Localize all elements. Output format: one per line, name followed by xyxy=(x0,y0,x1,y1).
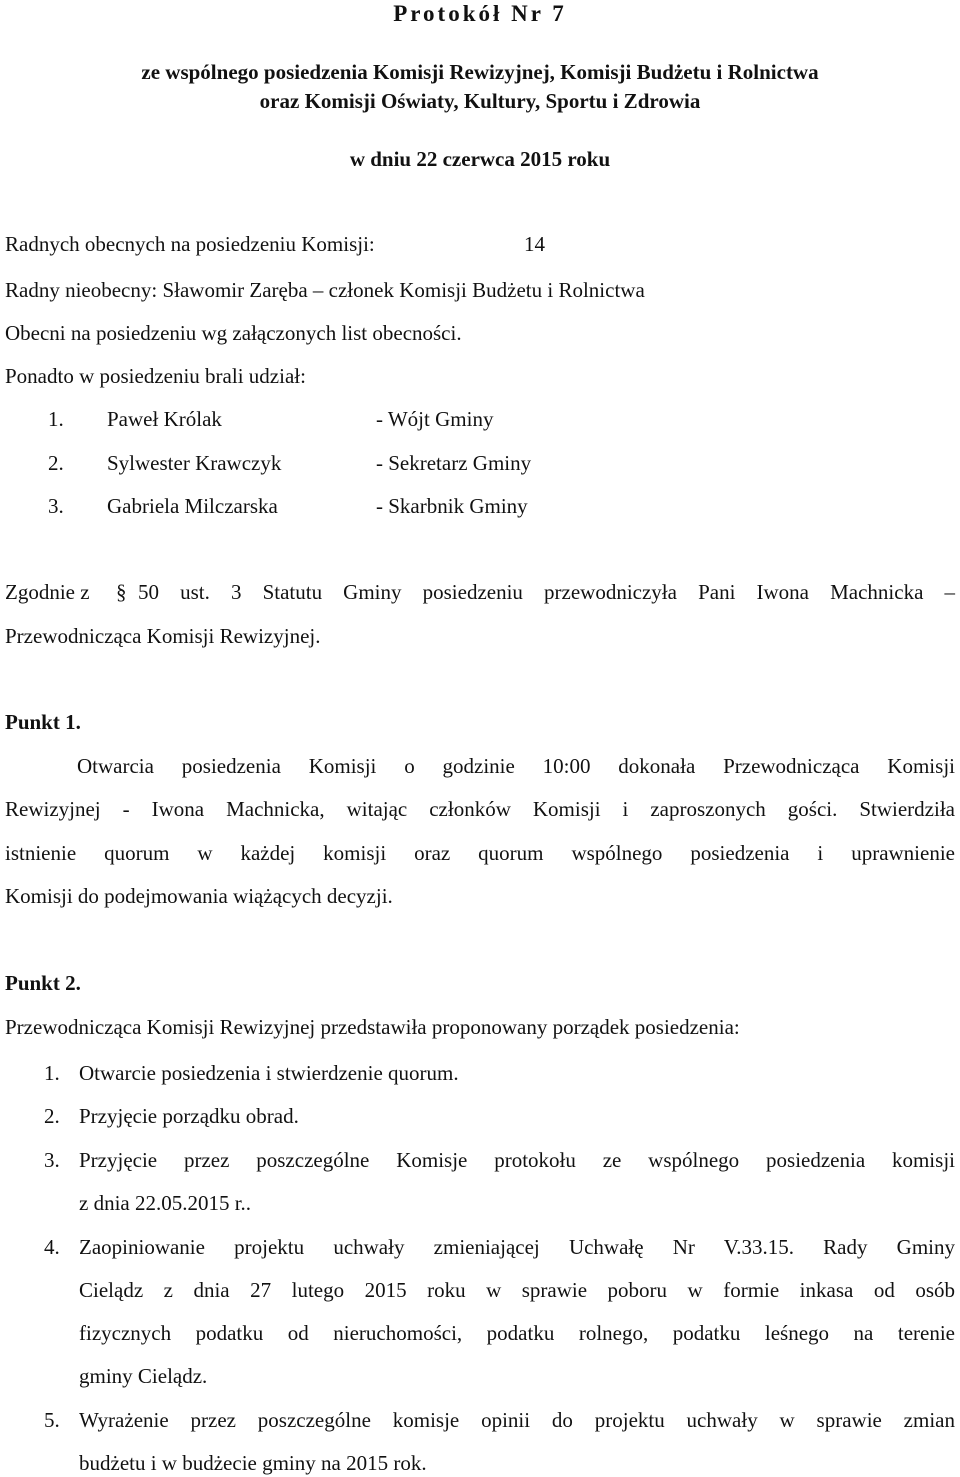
guest-name: Paweł Królak xyxy=(107,407,222,431)
subtitle-line-1: ze wspólnego posiedzenia Komisji Rewizyjnej, Komisji Budżetu i Rolnictwa xyxy=(141,60,819,84)
agenda-item-text: Otwarcie posiedzenia i stwierdzenie quorum. xyxy=(79,1061,459,1085)
agenda-item-text: Zaopiniowanie projektu uchwały zmieniającej Uchwałę Nr V.33.15. Rady Gminy xyxy=(79,1235,955,1259)
statute-line-1-rest: 50 ust. 3 Statutu Gminy posiedzeniu przewodniczyła Pani Iwona Machnicka – xyxy=(138,580,955,604)
agenda-item-text: Przyjęcie przez poszczególne Komisje protokołu ze wspólnego posiedzenia komisji xyxy=(79,1148,955,1172)
absent-line: Radny nieobecny: Sławomir Zaręba – członek Komisji Budżetu i Rolnictwa xyxy=(5,278,645,302)
guest-role: - Sekretarz Gminy xyxy=(376,451,532,475)
agenda-item-text: gminy Cielądz. xyxy=(79,1364,208,1388)
agenda-number: 3. xyxy=(44,1148,60,1172)
punkt-2-intro: Przewodnicząca Komisji Rewizyjnej przedstawiła proponowany porządek posiedzenia: xyxy=(5,1015,740,1039)
guest-name: Gabriela Milczarska xyxy=(107,494,278,518)
agenda-number: 2. xyxy=(44,1104,60,1128)
agenda-number: 1. xyxy=(44,1061,60,1085)
guest-number: 3. xyxy=(48,494,64,518)
guest-role: - Wójt Gminy xyxy=(376,407,494,431)
agenda-item-text: Cielądz z dnia 27 lutego 2015 roku w sprawie poboru w formie inkasa od osób xyxy=(79,1278,955,1302)
agenda-item-text: budżetu i w budżecie gminy na 2015 rok. xyxy=(79,1451,427,1475)
agenda-item-text: fizycznych podatku od nieruchomości, podatku rolnego, podatku leśnego na terenie xyxy=(79,1321,955,1345)
statute-line-2: Przewodnicząca Komisji Rewizyjnej. xyxy=(5,624,321,648)
guest-name: Sylwester Krawczyk xyxy=(107,451,282,475)
agenda-item-text: Wyrażenie przez poszczególne komisje opinii do projektu uchwały w sprawie zmian xyxy=(79,1408,955,1432)
agenda-number: 4. xyxy=(44,1235,60,1259)
guest-number: 2. xyxy=(48,451,64,475)
punkt-1-line: Komisji do podejmowania wiążących decyzji. xyxy=(5,884,393,908)
punkt-1-line: Otwarcia posiedzenia Komisji o godzinie 10:00 dokonała Przewodnicząca Komisji xyxy=(77,754,955,778)
guest-role: - Skarbnik Gminy xyxy=(376,494,528,518)
meeting-date: w dniu 22 czerwca 2015 roku xyxy=(349,147,611,171)
guests-label: Ponadto w posiedzeniu brali udział: xyxy=(5,364,306,388)
punkt-1-line: istnienie quorum w każdej komisji oraz quorum wspólnego posiedzenia i uprawnienie xyxy=(5,841,955,865)
subtitle-line-2: oraz Komisji Oświaty, Kultury, Sportu i Zdrowia xyxy=(259,89,701,113)
punkt-2-heading: Punkt 2. xyxy=(5,971,81,995)
attendance-line: Obecni na posiedzeniu wg załączonych list obecności. xyxy=(5,321,462,345)
section-sign-icon: § xyxy=(116,580,127,604)
guest-number: 1. xyxy=(48,407,64,431)
present-count: 14 xyxy=(524,232,545,256)
punkt-1-heading: Punkt 1. xyxy=(5,710,81,734)
statute-line-1-start: Zgodnie z xyxy=(5,580,90,604)
agenda-number: 5. xyxy=(44,1408,60,1432)
present-label: Radnych obecnych na posiedzeniu Komisji: xyxy=(5,232,375,256)
document-title: Protokół Nr 7 xyxy=(393,1,567,26)
agenda-item-text: z dnia 22.05.2015 r.. xyxy=(79,1191,252,1215)
agenda-item-text: Przyjęcie porządku obrad. xyxy=(79,1104,299,1128)
punkt-1-line: Rewizyjnej - Iwona Machnicka, witając członków Komisji i zaproszonych gości. Stwierdziła xyxy=(5,797,955,821)
